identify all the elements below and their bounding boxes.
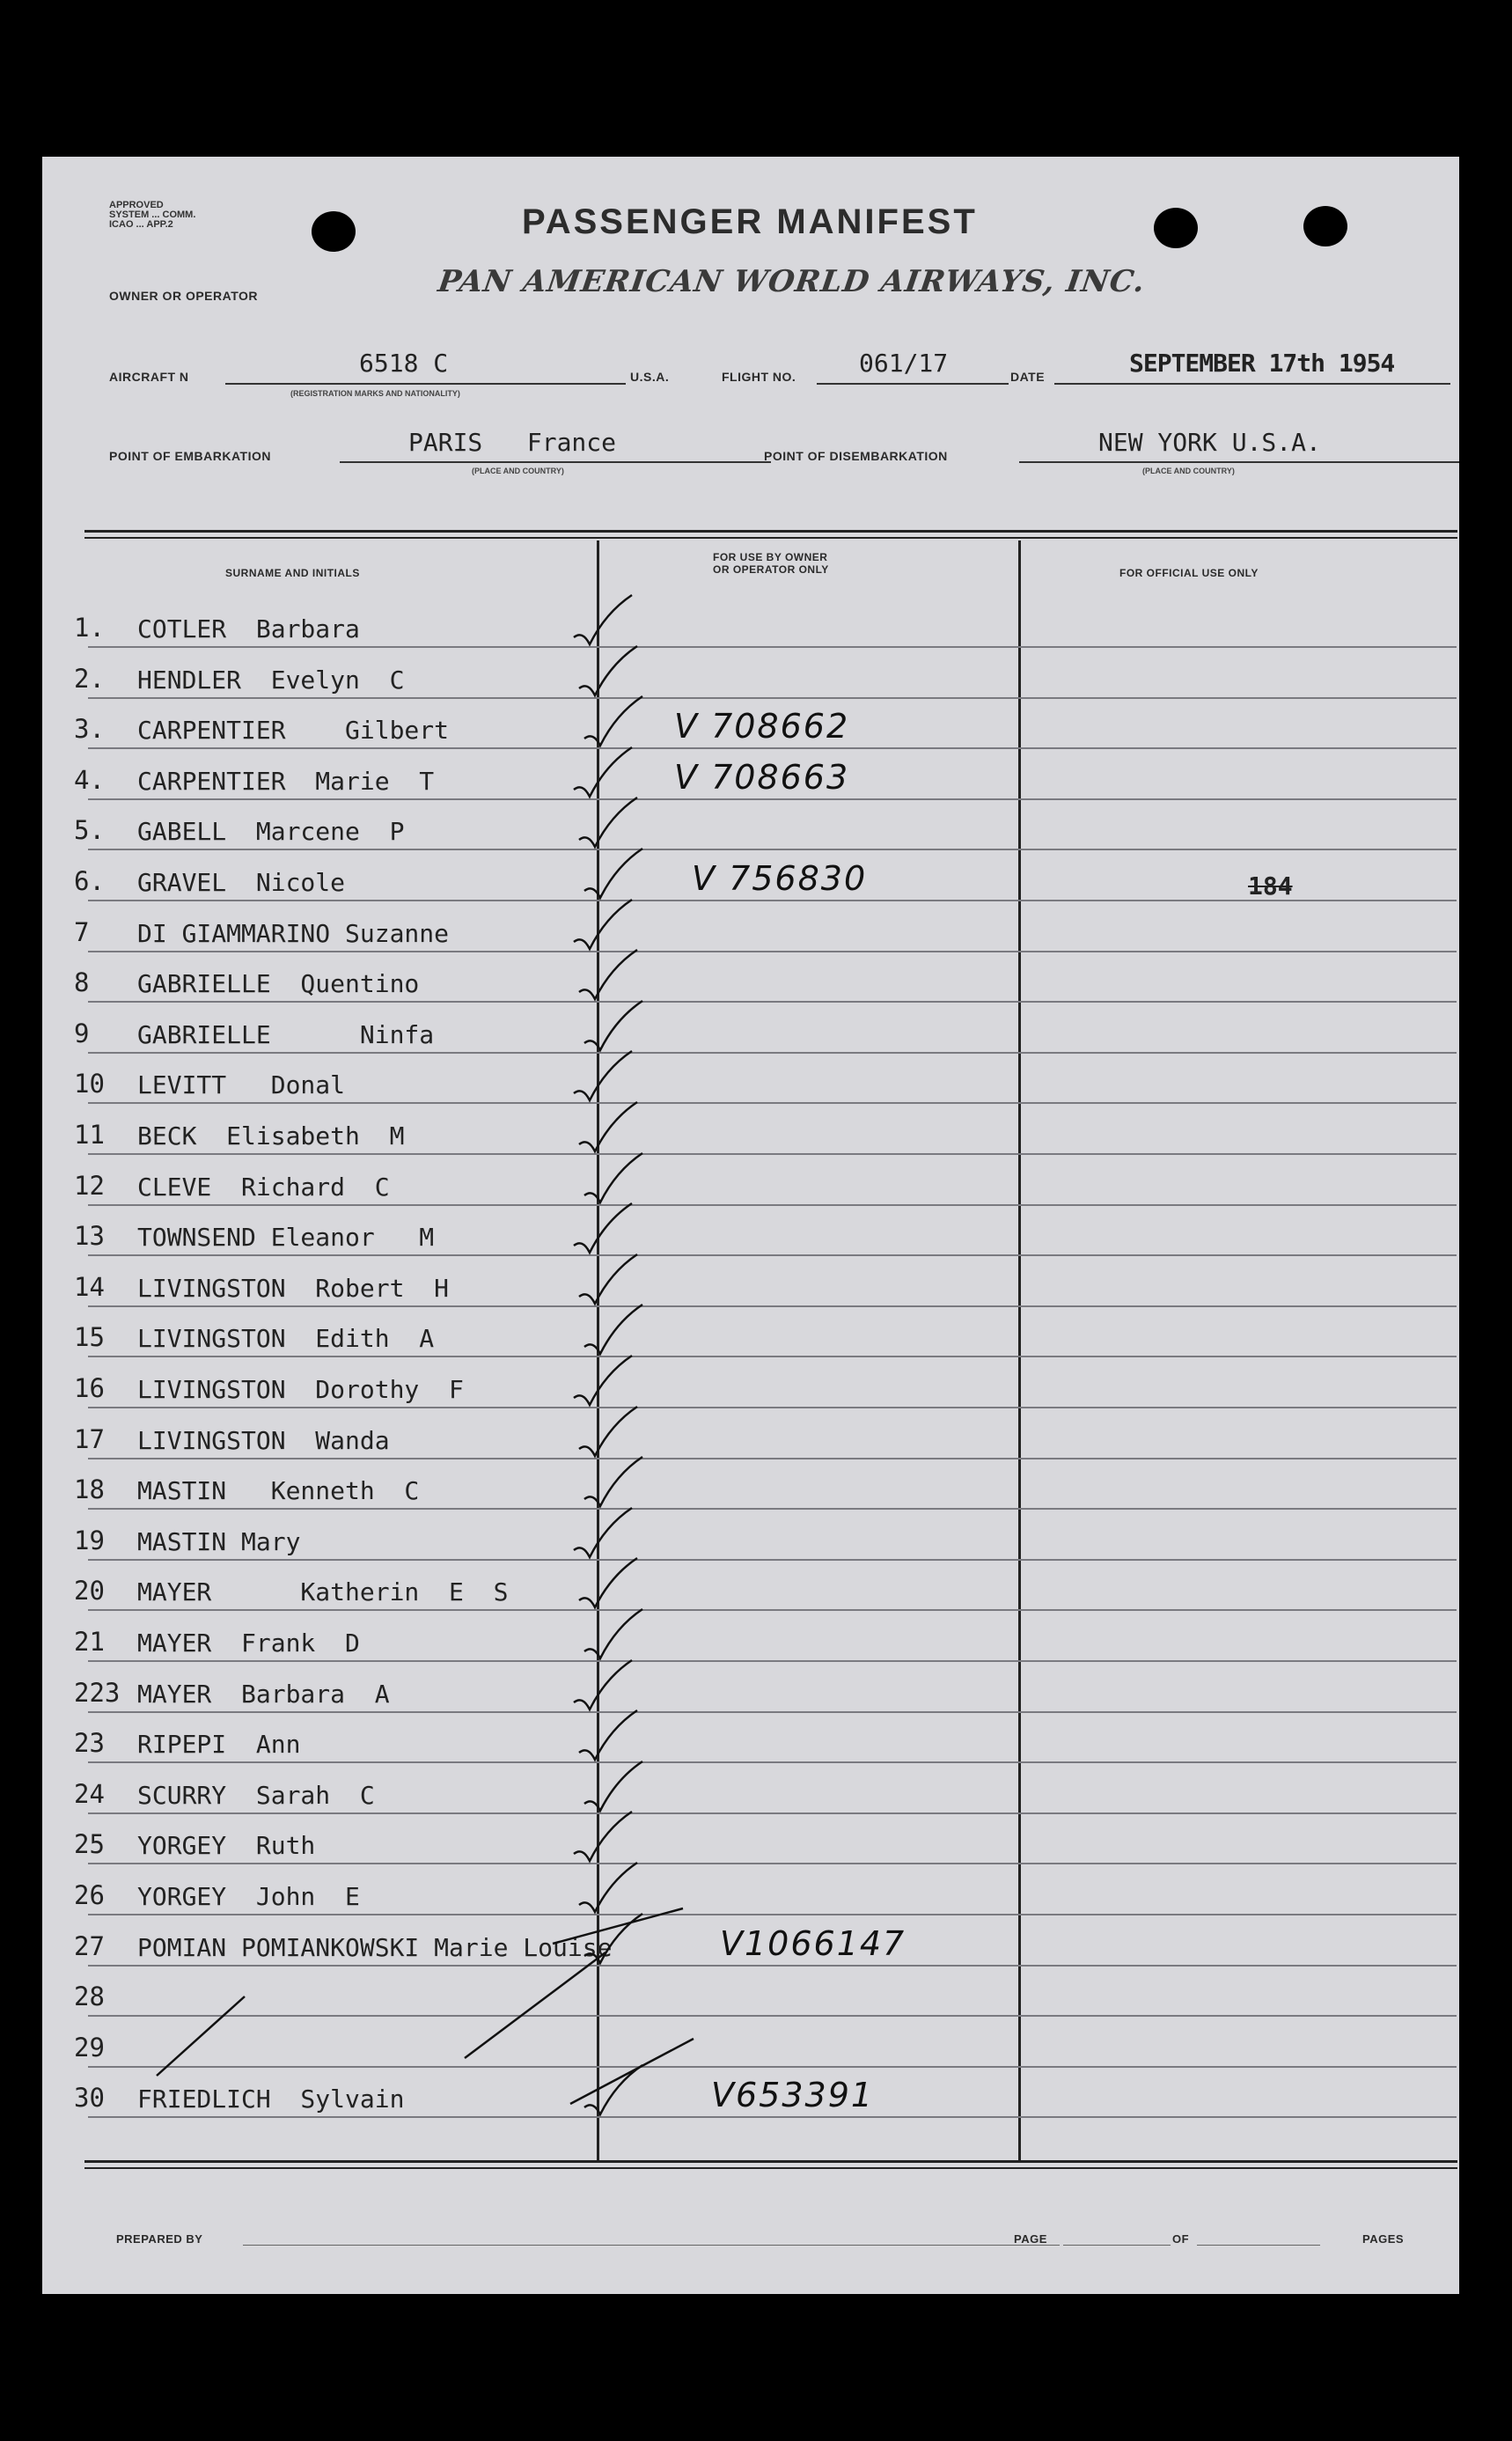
embark-label: POINT OF EMBARKATION: [109, 449, 271, 463]
row-number: 8: [74, 967, 90, 998]
row-number: 28: [74, 1981, 105, 2012]
row-number: 15: [74, 1322, 105, 1353]
passenger-name: LIVINGSTON Edith A: [137, 1324, 435, 1354]
row-number: 11: [74, 1120, 105, 1150]
of-label: OF: [1172, 2232, 1190, 2246]
owner-label: OWNER OR OPERATOR: [109, 289, 258, 303]
row-number: 23: [74, 1728, 105, 1759]
col-header-owner-1: FOR USE BY OWNER: [713, 551, 828, 563]
aircraft-label: AIRCRAFT N: [109, 370, 189, 384]
flight-value: 061/17: [859, 349, 949, 378]
row-number: 16: [74, 1373, 105, 1403]
row-number: 1.: [74, 613, 105, 643]
passenger-name: CLEVE Richard C: [137, 1172, 390, 1202]
flight-label: FLIGHT NO.: [722, 370, 796, 384]
disembark-label: POINT OF DISEMBARKATION: [764, 449, 948, 463]
passenger-name: LIVINGSTON Wanda: [137, 1425, 390, 1455]
row-number: 29: [74, 2032, 105, 2062]
row-number: 30: [74, 2083, 105, 2114]
row-number: 18: [74, 1474, 105, 1505]
embark-value: PARIS France: [408, 428, 617, 457]
row-number: 3.: [74, 714, 105, 745]
page-title: PASSENGER MANIFEST: [522, 202, 978, 241]
prepared-underline: [243, 2245, 1060, 2246]
owner-visa-number: V 708663: [674, 757, 850, 797]
passenger-name: GABRIELLE Quentino: [137, 969, 420, 999]
of-underline: [1197, 2245, 1320, 2246]
aircraft-value: 6518 C: [359, 349, 449, 378]
aircraft-sub: (REGISTRATION MARKS AND NATIONALITY): [290, 389, 460, 398]
passenger-name: FRIEDLICH Sylvain: [137, 2084, 405, 2114]
owner-visa-number: V 708662: [674, 707, 850, 746]
passenger-name: CARPENTIER Marie T: [137, 766, 435, 796]
owner-visa-number: V653391: [711, 2076, 875, 2115]
passenger-name: MAYER Katherin E S: [137, 1577, 509, 1607]
approval-line: APPROVED: [109, 200, 164, 210]
row-number: 12: [74, 1170, 105, 1201]
embark-sub: (PLACE AND COUNTRY): [472, 467, 564, 475]
disembark-value: NEW YORK U.S.A.: [1098, 428, 1321, 457]
row-number: 7: [74, 916, 90, 947]
passenger-name: MASTIN Mary: [137, 1526, 301, 1556]
passenger-name: COTLER Barbara: [137, 614, 360, 643]
official-mark: 184: [1248, 871, 1293, 901]
passenger-name: TOWNSEND Eleanor M: [137, 1223, 435, 1253]
date-label: DATE: [1010, 370, 1046, 384]
page-underline: [1063, 2245, 1171, 2246]
row-number: 14: [74, 1271, 105, 1302]
prepared-label: PREPARED BY: [116, 2232, 203, 2246]
col-header-surname: SURNAME AND INITIALS: [225, 567, 360, 579]
col-header-official: FOR OFFICIAL USE ONLY: [1119, 567, 1259, 579]
row-number: 13: [74, 1221, 105, 1252]
owner-visa-number: V1066147: [720, 1923, 906, 1963]
row-number: 9: [74, 1018, 90, 1048]
passenger-name: GABRIELLE Ninfa: [137, 1019, 435, 1049]
approval-line: SYSTEM ... COMM.: [109, 210, 196, 220]
passenger-name: GABELL Marcene P: [137, 817, 405, 847]
row-number: 21: [74, 1627, 105, 1657]
passenger-name: DI GIAMMARINO Suzanne: [137, 918, 450, 948]
row-number: 25: [74, 1829, 105, 1860]
passenger-name: MASTIN Kenneth C: [137, 1476, 420, 1506]
passenger-name: SCURRY Sarah C: [137, 1780, 375, 1810]
strike-marks: [42, 157, 1459, 2294]
row-number: 2.: [74, 663, 105, 694]
passenger-name: LIVINGSTON Dorothy F: [137, 1375, 464, 1404]
owner-visa-number: V 756830: [692, 859, 868, 898]
usa-label: U.S.A.: [630, 370, 670, 384]
row-number: 5.: [74, 815, 105, 846]
row-number: 19: [74, 1525, 105, 1555]
pages-label: PAGES: [1362, 2232, 1405, 2246]
row-number: 10: [74, 1069, 105, 1099]
passenger-name: POMIAN POMIANKOWSKI Marie Louise: [137, 1932, 613, 1962]
row-number: 17: [74, 1423, 105, 1454]
row-number: 4.: [74, 764, 105, 795]
manifest-sheet: [42, 157, 1459, 2294]
passenger-name: BECK Elisabeth M: [137, 1121, 405, 1151]
row-number: 223: [74, 1677, 121, 1708]
passenger-name: CARPENTIER Gilbert: [137, 716, 450, 746]
airline-name: PAN AMERICAN WORLD AIRWAYS, INC.: [436, 264, 1148, 299]
passenger-name: RIPEPI Ann: [137, 1730, 301, 1760]
passenger-name: HENDLER Evelyn C: [137, 665, 405, 695]
row-number: 24: [74, 1778, 105, 1809]
passenger-name: MAYER Barbara A: [137, 1679, 390, 1709]
approval-line: ICAO ... APP.2: [109, 219, 173, 230]
passenger-name: YORGEY Ruth: [137, 1831, 316, 1861]
disembark-sub: (PLACE AND COUNTRY): [1142, 467, 1235, 475]
date-value: SEPTEMBER 17th 1954: [1129, 349, 1395, 378]
col-header-owner-2: OR OPERATOR ONLY: [713, 563, 829, 576]
row-number: 26: [74, 1880, 105, 1910]
row-number: 6.: [74, 866, 105, 896]
passenger-name: LIVINGSTON Robert H: [137, 1273, 450, 1303]
passenger-name: LEVITT Donal: [137, 1070, 346, 1100]
passenger-name: GRAVEL Nicole: [137, 868, 346, 897]
row-number: 20: [74, 1576, 105, 1607]
passenger-name: MAYER Frank D: [137, 1629, 360, 1658]
passenger-name: YORGEY John E: [137, 1882, 360, 1911]
row-number: 27: [74, 1930, 105, 1961]
page-label: PAGE: [1014, 2232, 1047, 2246]
